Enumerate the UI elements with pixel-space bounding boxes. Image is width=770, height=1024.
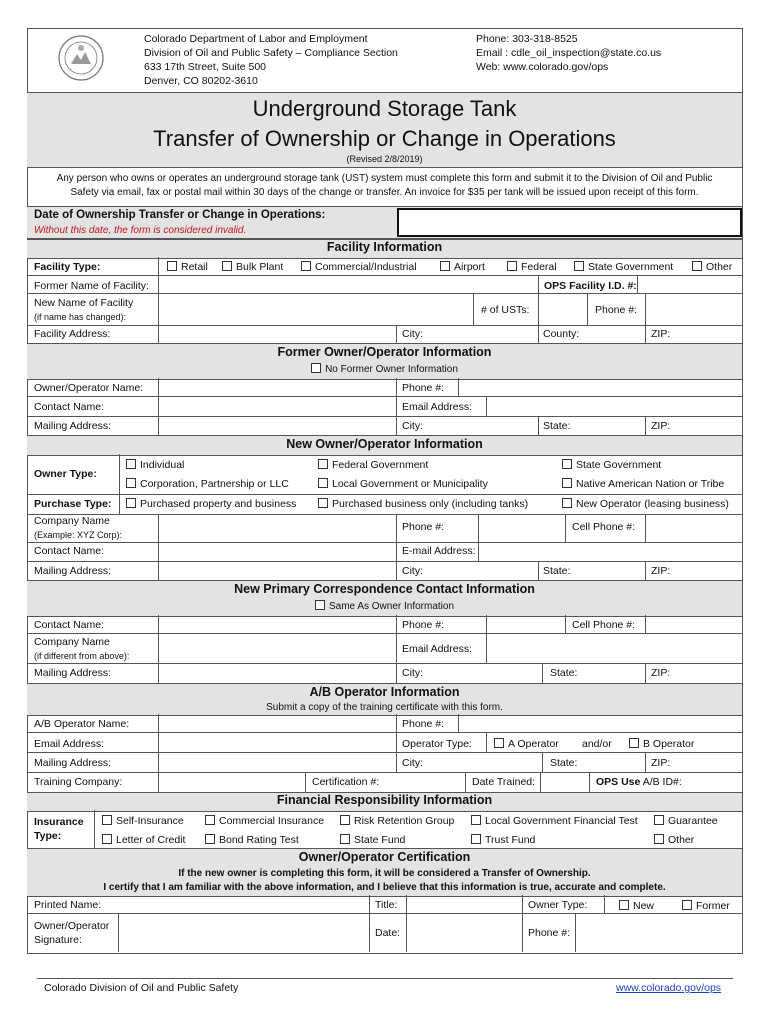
checkbox-icon[interactable] — [301, 261, 311, 271]
option-label: B Operator — [643, 738, 695, 750]
header-street: 633 17th Street, Suite 500 — [144, 61, 267, 73]
ab-id-label: A/B ID#: — [642, 776, 682, 788]
checkbox-icon[interactable] — [126, 498, 136, 508]
ab-state-label: State: — [550, 757, 578, 769]
financial-title: Financial Responsibility Information — [276, 793, 493, 807]
insurance-label: Insurance — [34, 816, 84, 828]
checkbox-icon[interactable] — [507, 261, 517, 271]
former-state-label: State: — [543, 420, 571, 432]
date-label: Date of Ownership Transfer or Change in Operations: — [34, 209, 326, 221]
checkbox-icon[interactable] — [562, 498, 572, 508]
ab-operator-note: Submit a copy of the training certificate with this form. — [266, 702, 503, 713]
corr-company-note: (if different from above): — [34, 651, 130, 661]
checkbox-icon[interactable] — [654, 834, 664, 844]
facility-type-state-gov[interactable] — [574, 261, 673, 274]
no-former-owner-checkbox[interactable] — [27, 363, 742, 376]
option-label: Purchased business only (including tanks) — [332, 498, 529, 510]
ab-cert-label: Certification #: — [312, 776, 380, 788]
intro-line2: Safety via email, fax or postal mail within 30 days of the change or transfer. An invoice for $35 per tank will be issued upon receipt of this form. — [70, 187, 699, 198]
purchase-type-label: Purchase Type: — [34, 498, 112, 510]
insurance-type-label: Type: — [34, 830, 62, 842]
owner-type-label: Owner Type: — [34, 468, 97, 480]
checkbox-icon[interactable] — [102, 815, 112, 825]
checkbox-icon[interactable] — [126, 478, 136, 488]
checkbox-icon[interactable] — [340, 815, 350, 825]
option-label: New — [633, 900, 655, 912]
corr-email-label: Email Address: — [402, 643, 473, 655]
ab-date-trained-label: Date Trained: — [472, 776, 536, 788]
owner-type-individual[interactable] — [126, 459, 184, 472]
option-label: Trust Fund — [485, 834, 536, 846]
corr-phone-label: Phone #: — [402, 619, 445, 631]
option-label: Commercial Insurance — [219, 815, 325, 827]
new-email-label: E-mail Address: — [402, 545, 476, 557]
checkbox-icon[interactable] — [619, 900, 629, 910]
former-mailing-label: Mailing Address: — [34, 420, 112, 432]
option-label: Airport — [454, 261, 485, 273]
title-line1: Underground Storage Tank — [252, 96, 517, 121]
ab-training-label: Training Company: — [34, 776, 123, 788]
ab-operator-title: A/B Operator Information — [309, 685, 460, 699]
checkbox-icon[interactable] — [440, 261, 450, 271]
option-label: Other — [668, 834, 695, 846]
ab-email-label: Email Address: — [34, 738, 105, 750]
checkbox-icon[interactable] — [102, 834, 112, 844]
cert-phone-label: Phone #: — [528, 927, 571, 939]
option-label: Native American Nation or Tribe — [576, 478, 725, 490]
header-web: Web: www.colorado.gov/ops — [476, 61, 609, 73]
option-label: No Former Owner Information — [325, 364, 458, 375]
intro-line1: Any person who owns or operates an underground storage tank (UST) system must complete this form and submit it to the Division of Oil and Public — [56, 173, 713, 184]
footer-left: Colorado Division of Oil and Public Safety — [44, 982, 239, 994]
former-owner-phone-label: Phone #: — [402, 382, 445, 394]
footer-rule — [37, 978, 733, 979]
corr-mailing-label: Mailing Address: — [34, 667, 112, 679]
option-label: Individual — [140, 459, 185, 471]
new-phone-label: Phone #: — [402, 521, 445, 533]
checkbox-icon[interactable] — [318, 459, 328, 469]
fin-local-gov-test[interactable] — [471, 815, 638, 828]
new-owner-title: New Owner/Operator Information — [286, 437, 483, 451]
owner-type-local-gov[interactable] — [318, 478, 488, 491]
corr-city-label: City: — [402, 667, 423, 679]
checkbox-icon[interactable] — [471, 834, 481, 844]
facility-type-bulk-plant[interactable] — [222, 261, 283, 274]
ab-name-label: A/B Operator Name: — [34, 718, 130, 730]
facility-city-label: City: — [402, 328, 423, 340]
transfer-date-input[interactable] — [397, 208, 742, 237]
checkbox-icon[interactable] — [494, 738, 504, 748]
ab-operator-type-label: Operator Type: — [402, 738, 472, 750]
cert-new-checkbox[interactable] — [619, 900, 654, 913]
facility-type-retail[interactable] — [167, 261, 208, 274]
former-email-label: Email Address: — [402, 401, 473, 413]
ab-b-operator-checkbox[interactable] — [629, 738, 694, 751]
facility-type-label: Facility Type: — [34, 261, 101, 273]
checkbox-icon[interactable] — [222, 261, 232, 271]
footer-link[interactable]: www.colorado.gov/ops — [616, 982, 722, 994]
printed-name-label: Printed Name: — [34, 899, 102, 911]
option-label: Local Government Financial Test — [485, 815, 638, 827]
certification-title: Owner/Operator Certification — [298, 850, 471, 864]
header-city: Denver, CO 80202-3610 — [144, 75, 258, 87]
correspondence-title: New Primary Correspondence Contact Information — [234, 582, 535, 596]
facility-type-airport[interactable] — [440, 261, 485, 274]
checkbox-icon[interactable] — [205, 815, 215, 825]
ops-use-label: OPS Use — [596, 776, 641, 788]
new-zip-label: ZIP: — [651, 565, 671, 577]
fin-self-insurance[interactable] — [102, 815, 184, 828]
option-label: Letter of Credit — [116, 834, 186, 846]
checkbox-icon[interactable] — [340, 834, 350, 844]
ab-mailing-label: Mailing Address: — [34, 757, 112, 769]
fin-commercial-insurance[interactable] — [205, 815, 324, 828]
fin-trust-fund[interactable] — [471, 834, 535, 847]
new-facility-name-note: (if name has changed): — [34, 312, 127, 322]
option-label: Local Government or Municipality — [332, 478, 488, 490]
new-contact-label: Contact Name: — [34, 545, 105, 557]
checkbox-icon[interactable] — [692, 261, 702, 271]
purchase-business-only[interactable] — [318, 498, 528, 511]
option-label: New Operator (leasing business) — [576, 498, 729, 510]
checkbox-icon[interactable] — [311, 363, 321, 373]
owner-type-federal[interactable] — [318, 459, 428, 472]
new-company-label: Company Name — [34, 515, 110, 527]
facility-title: Facility Information — [326, 240, 443, 254]
former-owner-name-label: Owner/Operator Name: — [34, 382, 144, 394]
cert-owner-type-label: Owner Type: — [528, 899, 588, 911]
header-email: Email : cdle_oil_inspection@state.co.us — [476, 47, 662, 59]
header-phone: Phone: 303-318-8525 — [476, 33, 578, 45]
option-label: Purchased property and business — [140, 498, 297, 510]
checkbox-icon[interactable] — [562, 459, 572, 469]
option-label: Bond Rating Test — [219, 834, 299, 846]
ab-phone-label: Phone #: — [402, 718, 445, 730]
fin-letter-credit[interactable] — [102, 834, 185, 847]
option-label: Bulk Plant — [236, 261, 284, 273]
title-line2: Transfer of Ownership or Change in Operations — [153, 126, 616, 151]
former-contact-label: Contact Name: — [34, 401, 105, 413]
state-seal-icon — [57, 34, 105, 82]
signature-label-2: Signature: — [34, 934, 82, 946]
corr-state-label: State: — [550, 667, 578, 679]
facility-type-federal[interactable] — [507, 261, 557, 274]
former-zip-label: ZIP: — [651, 420, 671, 432]
checkbox-icon[interactable] — [574, 261, 584, 271]
facility-type-commercial[interactable] — [301, 261, 417, 274]
checkbox-icon[interactable] — [126, 459, 136, 469]
cert-line2: I certify that I am familiar with the above information, and I believe that this information is true, accurate and complete. — [103, 882, 666, 893]
same-as-owner-checkbox[interactable] — [27, 600, 742, 613]
new-state-label: State: — [543, 565, 571, 577]
cert-date-label: Date: — [375, 927, 401, 939]
fin-risk-retention[interactable] — [340, 815, 454, 828]
new-facility-name-label: New Name of Facility — [34, 297, 134, 309]
checkbox-icon[interactable] — [167, 261, 177, 271]
facility-address-label: Facility Address: — [34, 328, 111, 340]
ab-ops-use — [596, 776, 682, 789]
option-label: Other — [706, 261, 733, 273]
ab-city-label: City: — [402, 757, 423, 769]
purchase-property-business[interactable] — [126, 498, 296, 511]
ab-andor: and/or — [582, 738, 612, 750]
fin-bond-rating[interactable] — [205, 834, 299, 847]
ab-a-operator-checkbox[interactable] — [494, 738, 559, 751]
fin-other[interactable] — [654, 834, 694, 847]
checkbox-icon[interactable] — [654, 815, 664, 825]
purchase-new-operator[interactable] — [562, 498, 729, 511]
facility-type-other[interactable] — [692, 261, 732, 274]
former-city-label: City: — [402, 420, 423, 432]
signature-label-1: Owner/Operator — [34, 920, 110, 932]
option-label: Former — [696, 900, 730, 912]
owner-type-state[interactable] — [562, 459, 661, 472]
date-warning: Without this date, the form is considered invalid. — [34, 225, 247, 236]
ops-facility-id-label: OPS Facility I.D. #: — [544, 280, 637, 292]
checkbox-icon[interactable] — [682, 900, 692, 910]
option-label: Self-Insurance — [116, 815, 184, 827]
new-mailing-label: Mailing Address: — [34, 565, 112, 577]
checkbox-icon[interactable] — [318, 498, 328, 508]
checkbox-icon[interactable] — [471, 815, 481, 825]
option-label: State Fund — [354, 834, 406, 846]
option-label: Guarantee — [668, 815, 718, 827]
checkbox-icon[interactable] — [315, 600, 325, 610]
option-label: A Operator — [508, 738, 559, 750]
option-label: Commercial/Industrial — [315, 261, 417, 273]
new-cell-label: Cell Phone #: — [572, 521, 636, 533]
checkbox-icon[interactable] — [318, 478, 328, 488]
former-facility-name-label: Former Name of Facility: — [34, 280, 149, 292]
fin-state-fund[interactable] — [340, 834, 405, 847]
facility-county-label: County: — [543, 328, 580, 340]
option-label: Corporation, Partnership or LLC — [140, 478, 289, 490]
option-label: State Government — [588, 261, 674, 273]
revised-date: (Revised 2/8/2019) — [346, 154, 423, 164]
header-dept: Colorado Department of Labor and Employment — [144, 33, 368, 45]
option-label: Risk Retention Group — [354, 815, 455, 827]
ab-zip-label: ZIP: — [651, 757, 671, 769]
corr-company-label: Company Name — [34, 636, 110, 648]
corr-cell-label: Cell Phone #: — [572, 619, 636, 631]
owner-type-corporation[interactable] — [126, 478, 289, 491]
corr-zip-label: ZIP: — [651, 667, 671, 679]
cert-former-checkbox[interactable] — [682, 900, 730, 913]
option-label: State Government — [576, 459, 662, 471]
fin-guarantee[interactable] — [654, 815, 718, 828]
new-company-note: (Example: XYZ Corp): — [34, 530, 123, 540]
checkbox-icon[interactable] — [629, 738, 639, 748]
corr-contact-label: Contact Name: — [34, 619, 105, 631]
option-label: Federal Government — [332, 459, 429, 471]
former-owner-title: Former Owner/Operator Information — [277, 345, 492, 359]
new-city-label: City: — [402, 565, 423, 577]
option-label: Retail — [181, 261, 208, 273]
header-division: Division of Oil and Public Safety – Compliance Section — [144, 47, 398, 59]
option-label: Federal — [521, 261, 557, 273]
checkbox-icon[interactable] — [205, 834, 215, 844]
facility-zip-label: ZIP: — [651, 328, 671, 340]
cert-title-label: Title: — [375, 899, 398, 911]
owner-type-native[interactable] — [562, 478, 724, 491]
num-usts-label: # of USTs: — [481, 304, 530, 316]
facility-phone-label: Phone #: — [595, 304, 638, 316]
checkbox-icon[interactable] — [562, 478, 572, 488]
option-label: Same As Owner Information — [328, 601, 455, 612]
cert-line1: If the new owner is completing this form, it will be considered a Transfer of Ownership. — [178, 868, 591, 879]
